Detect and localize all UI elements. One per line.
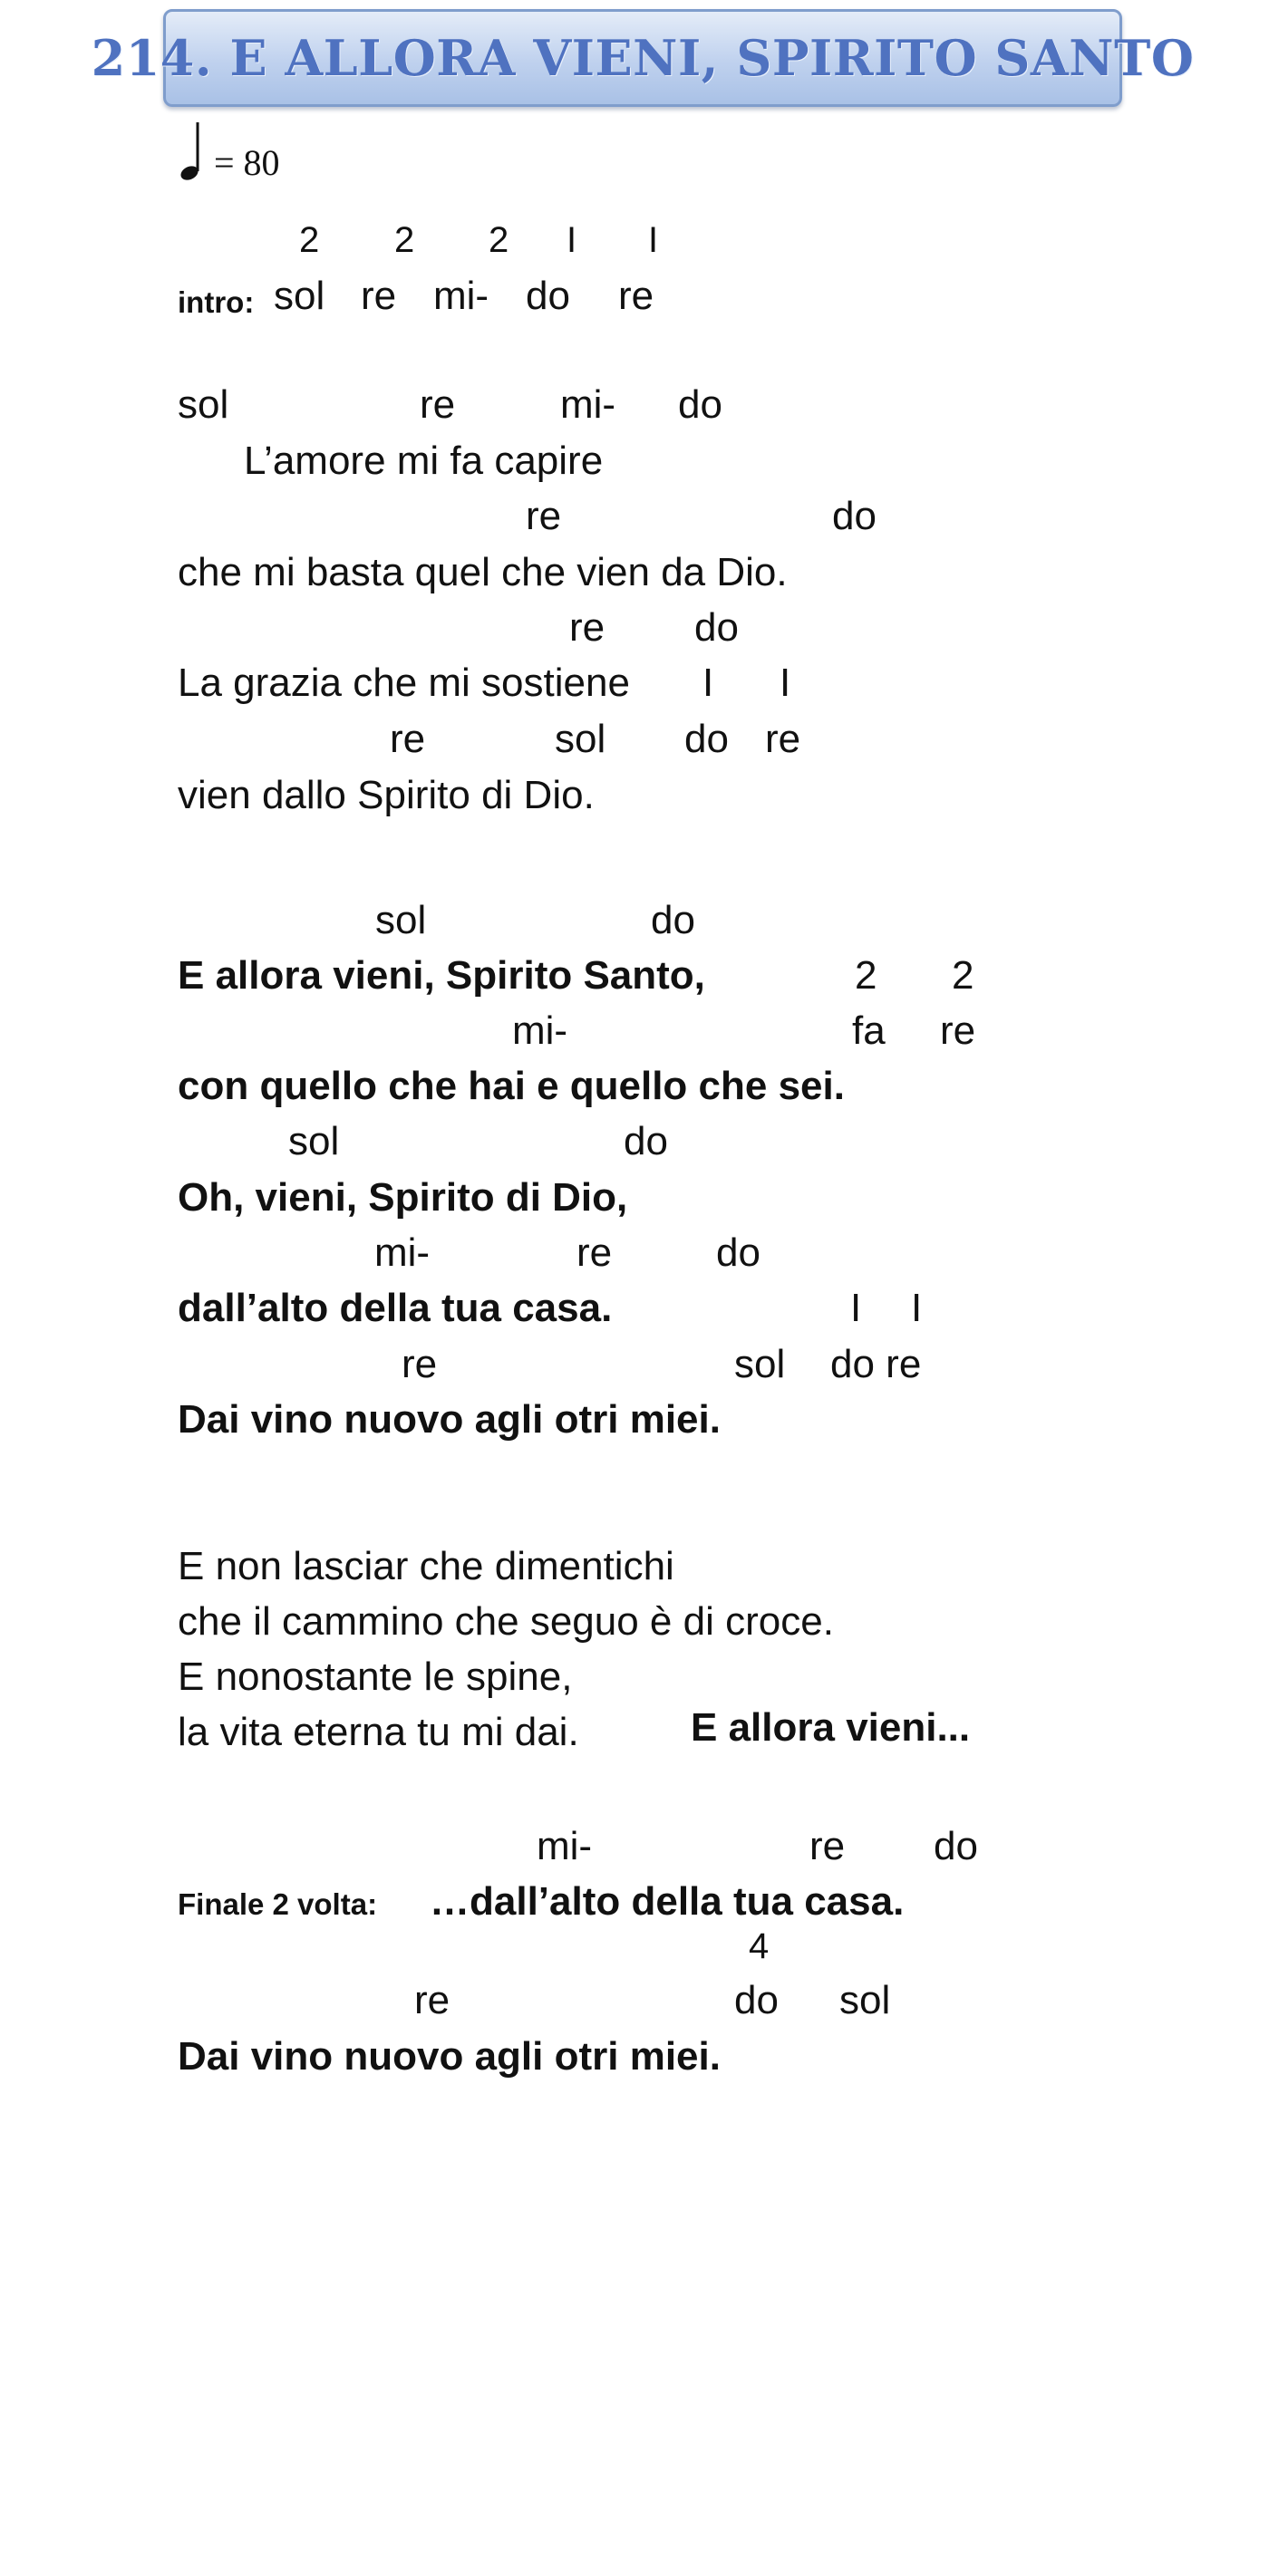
finger-number: I [911, 1286, 923, 1330]
lyric-line: la vita eterna tu mi dai. [178, 1710, 579, 1754]
chord: sol [178, 382, 229, 427]
finale-label: Finale 2 volta: [178, 1887, 378, 1921]
chord: re [765, 717, 801, 761]
finger-number: I [780, 661, 791, 705]
chord: re [390, 717, 426, 761]
chord: re [414, 1978, 450, 2022]
chord: do [832, 494, 877, 538]
finger-number: 2 [394, 220, 415, 260]
page-title: 214. E ALLORA VIENI, SPIRITO SANTO [91, 29, 1195, 87]
title-banner [91, 9, 1195, 107]
chord: fa [852, 1008, 886, 1053]
chord: do [678, 382, 722, 427]
chord: re [526, 494, 562, 538]
tempo-value: = 80 [214, 142, 280, 183]
chord: re [576, 1230, 613, 1275]
chord: do [526, 274, 570, 318]
chord: do re [830, 1342, 922, 1386]
finger-number: 2 [855, 953, 877, 998]
finger-number: I [702, 661, 714, 705]
chord: do [624, 1119, 668, 1163]
chord: mi- [374, 1230, 431, 1275]
finale-line: …dall’alto della tua casa. [430, 1879, 905, 1924]
finger-number: 2 [299, 220, 320, 260]
lyric-line: vien dallo Spirito di Dio. [178, 773, 595, 817]
chorus-line: Dai vino nuovo agli otri miei. [178, 1397, 721, 1442]
lyric-line: che il cammino che seguo è di croce. [178, 1599, 834, 1644]
chord: re [361, 274, 397, 318]
chord: do [934, 1824, 978, 1868]
chorus-line: Oh, vieni, Spirito di Dio, [178, 1175, 628, 1220]
chord: re [402, 1342, 438, 1386]
chorus-line: con quello che hai e quello che sei. [178, 1064, 845, 1108]
finger-number: I [850, 1286, 862, 1330]
chord: sol [288, 1119, 340, 1163]
chord: mi- [512, 1008, 568, 1053]
intro-label: intro: [178, 285, 255, 319]
chord: do [734, 1978, 779, 2022]
chord: mi- [560, 382, 616, 427]
chord: re [809, 1824, 846, 1868]
finger-number: I [567, 220, 577, 260]
refrain-cue: E allora vieni... [691, 1705, 971, 1750]
chord: sol [555, 717, 606, 761]
lyric-line: L’amore mi fa capire [244, 439, 604, 483]
chorus-line: E allora vieni, Spirito Santo, [178, 953, 705, 998]
chord: sol [274, 274, 325, 318]
chord: re [940, 1008, 976, 1053]
chord: do [694, 605, 739, 650]
chord: sol [734, 1342, 786, 1386]
chorus-line: dall’alto della tua casa. [178, 1286, 613, 1330]
finger-number: 2 [952, 953, 974, 998]
quarter-note-icon [178, 121, 205, 184]
chord: re [618, 274, 654, 318]
finger-number: I [648, 220, 659, 260]
chord: mi- [433, 274, 489, 318]
chord: sol [375, 898, 427, 942]
chord: sol [839, 1978, 891, 2022]
finger-number: 4 [749, 1926, 770, 1966]
chord: do [651, 898, 695, 942]
chord: do [716, 1230, 760, 1275]
lyric-line: che mi basta quel che vien da Dio. [178, 550, 788, 594]
chord: do [684, 717, 729, 761]
chord: re [420, 382, 456, 427]
finale-line: Dai vino nuovo agli otri miei. [178, 2034, 721, 2079]
chord: mi- [537, 1824, 593, 1868]
lyric-line: La grazia che mi sostiene [178, 661, 630, 705]
lyric-line: E non lasciar che dimentichi [178, 1544, 674, 1588]
finger-number: 2 [489, 220, 509, 260]
chord: re [569, 605, 605, 650]
lyric-line: E nonostante le spine, [178, 1655, 573, 1699]
